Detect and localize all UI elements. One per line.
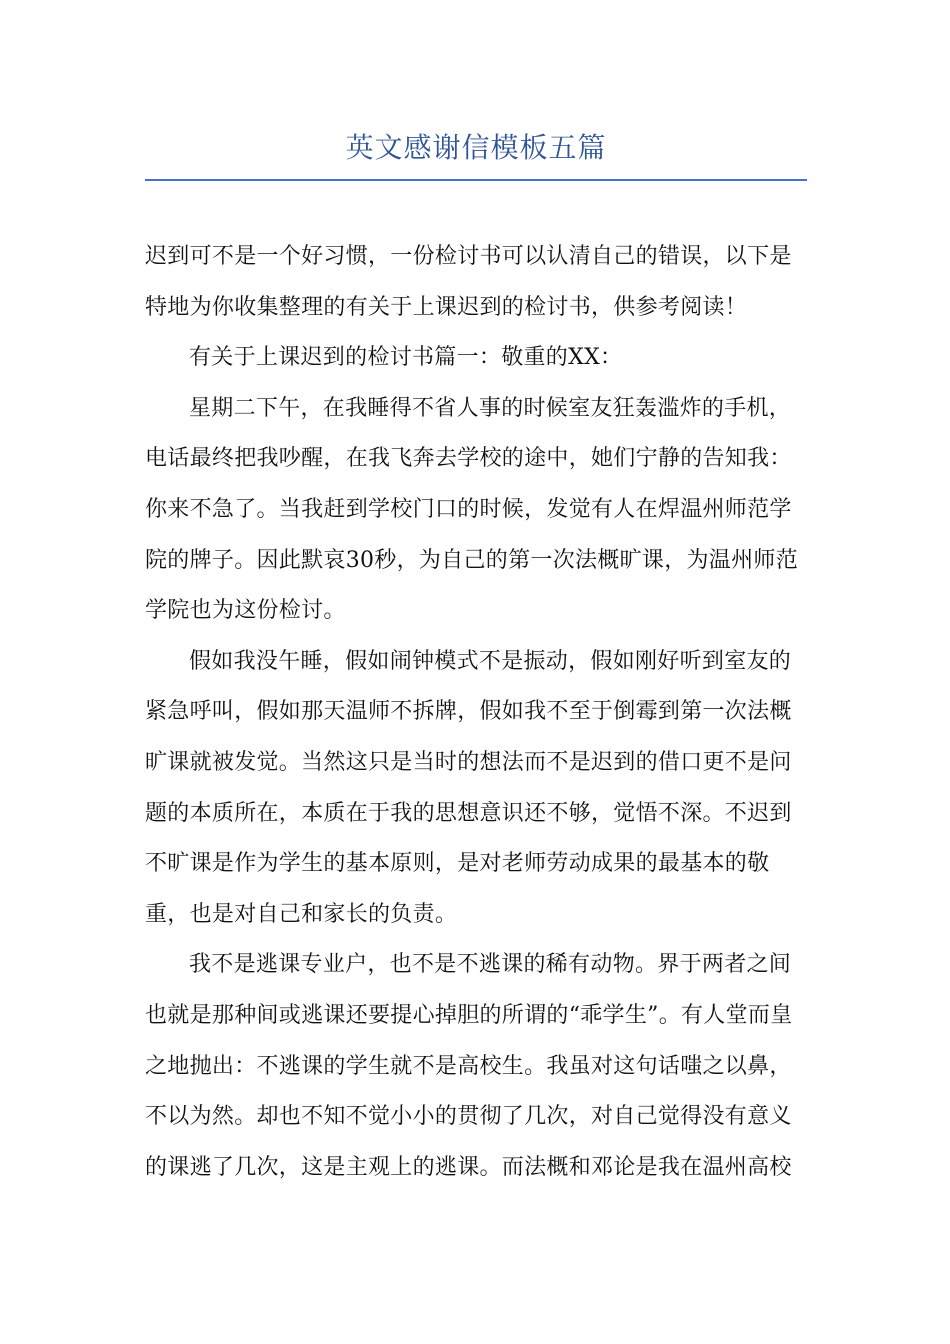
paragraph-2: 假如我没午睡，假如闹钟模式不是振动，假如刚好听到室友的紧急呼叫，假如那天温师不拆牌，假如我不至于倒霉到第一次法概旷课就被发觉。当然这只是当时的想法而不是迟到的借口更不是问题的本质所在，本质在于我的思想意识还不够，觉悟不深。不迟到不旷课是作为学生的基本原则，是对老师劳动成果的最基本的敬重，也是对自己和家长的负责。: [145, 648, 792, 927]
title-underline: [145, 179, 807, 181]
paragraph-1: 星期二下午，在我睡得不省人事的时候室友狂轰滥炸的手机，电话最终把我吵醒，在我飞奔去学校的途中，她们宁静的告知我：你来不急了。当我赶到学校门口的时候，发觉有人在焊温州师范学院的牌子。因此默哀30秒，为自己的第一次法概旷课，为温州师范学院也为这份检讨。: [145, 395, 798, 624]
document-body: [145, 232, 807, 1193]
paragraph-heading: 有关于上课迟到的检讨书篇一：敬重的XX：: [189, 345, 623, 371]
document-title: 英文感谢信模板五篇: [345, 131, 607, 164]
paragraph-intro: 迟到可不是一个好习惯，一份检讨书可以认清自己的错误，以下是特地为你收集整理的有关于上课迟到的检讨书，供参考阅读！: [145, 244, 792, 320]
paragraph-3: 我不是逃课专业户，也不是不逃课的稀有动物。界于两者之间也就是那种间或逃课还要提心掉胆的所谓的“乖学生”。有人堂而皇之地抛出：不逃课的学生就不是高校生。我虽对这句话嗤之以鼻，不以为然。却也不知不觉小小的贯彻了几次，对自己觉得没有意义的课逃了几次，这是主观上的逃课。而法概和邓论是我在温州高校: [145, 952, 793, 1180]
